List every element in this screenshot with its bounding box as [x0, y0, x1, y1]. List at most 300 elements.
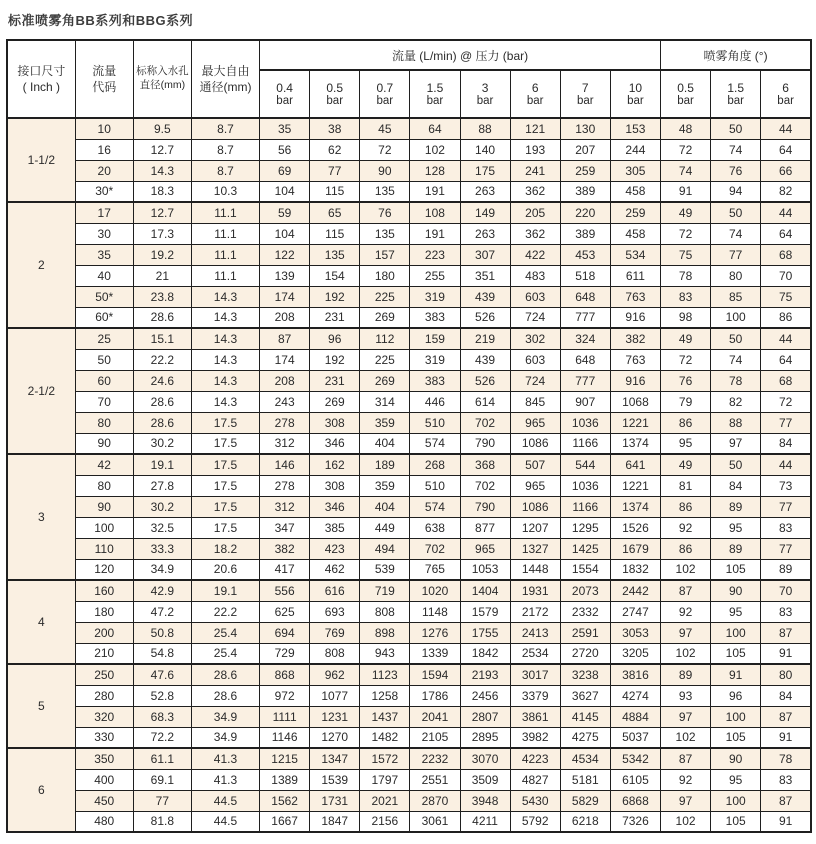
table-cell: 1339	[410, 643, 460, 664]
table-cell: 2232	[410, 748, 460, 769]
table-cell: 41.3	[191, 769, 259, 790]
table-cell: 2534	[510, 643, 560, 664]
header-passage-line1: 最大自由	[201, 63, 250, 78]
table-cell: 70	[761, 580, 811, 601]
table-cell: 87	[761, 706, 811, 727]
table-cell: 72	[661, 223, 711, 244]
table-row	[7, 307, 811, 328]
table-cell: 3061	[410, 811, 460, 832]
table-cell: 77	[711, 244, 761, 265]
table-cell: 76	[360, 202, 410, 223]
table-cell: 54.8	[133, 643, 191, 664]
table-cell: 446	[410, 391, 460, 412]
table-cell: 68	[761, 370, 811, 391]
table-cell: 269	[310, 391, 360, 412]
table-row	[7, 727, 811, 748]
table-cell: 88	[460, 118, 510, 139]
table-cell: 74	[661, 160, 711, 181]
table-cell: 362	[510, 181, 560, 202]
table-cell: 70	[75, 391, 133, 412]
table-cell: 1374	[610, 496, 660, 517]
table-cell: 208	[260, 370, 310, 391]
table-cell: 154	[310, 265, 360, 286]
table-cell: 157	[360, 244, 410, 265]
table-cell: 382	[260, 538, 310, 559]
table-cell: 56	[260, 139, 310, 160]
table-cell: 64	[410, 118, 460, 139]
size-cell: 2	[7, 202, 75, 328]
table-cell: 73	[761, 475, 811, 496]
pressure-unit: bar	[677, 95, 694, 107]
table-cell: 1539	[310, 769, 360, 790]
table-cell: 1111	[260, 706, 310, 727]
table-cell: 92	[661, 517, 711, 538]
table-cell: 3379	[510, 685, 560, 706]
table-cell: 724	[510, 370, 560, 391]
table-cell: 526	[460, 370, 510, 391]
table-cell: 3948	[460, 790, 510, 811]
table-cell: 962	[310, 664, 360, 685]
table-cell: 729	[260, 643, 310, 664]
table-cell: 17.3	[133, 223, 191, 244]
table-cell: 50	[75, 349, 133, 370]
table-cell: 6218	[560, 811, 610, 832]
table-row	[7, 370, 811, 391]
table-cell: 97	[661, 790, 711, 811]
pressure-value: 0.5	[677, 81, 694, 95]
table-cell: 1036	[560, 475, 610, 496]
table-cell: 763	[610, 286, 660, 307]
table-cell: 59	[260, 202, 310, 223]
table-cell: 207	[560, 139, 610, 160]
table-cell: 44	[761, 328, 811, 349]
table-cell: 1554	[560, 559, 610, 580]
table-cell: 44	[761, 118, 811, 139]
table-cell: 93	[661, 685, 711, 706]
table-cell: 702	[410, 538, 460, 559]
table-cell: 130	[560, 118, 610, 139]
table-cell: 149	[460, 202, 510, 223]
table-cell: 346	[310, 496, 360, 517]
table-cell: 614	[460, 391, 510, 412]
table-cell: 11.1	[191, 202, 259, 223]
table-cell: 259	[560, 160, 610, 181]
table-cell: 1295	[560, 517, 610, 538]
pressure-unit: bar	[777, 95, 794, 107]
size-cell: 4	[7, 580, 75, 664]
table-cell: 69	[260, 160, 310, 181]
table-row	[7, 349, 811, 370]
pressure-value: 6	[782, 81, 789, 95]
table-cell: 87	[661, 748, 711, 769]
table-cell: 87	[761, 622, 811, 643]
table-cell: 539	[360, 559, 410, 580]
table-cell: 1572	[360, 748, 410, 769]
table-cell: 135	[310, 244, 360, 265]
table-cell: 494	[360, 538, 410, 559]
table-cell: 122	[260, 244, 310, 265]
table-cell: 383	[410, 307, 460, 328]
table-cell: 49	[661, 202, 711, 223]
table-cell: 1270	[310, 727, 360, 748]
table-cell: 17.5	[191, 496, 259, 517]
table-cell: 244	[610, 139, 660, 160]
table-cell: 88	[711, 412, 761, 433]
table-cell: 49	[661, 454, 711, 475]
header-angle-group: 喷雾角度 (°)	[661, 40, 811, 70]
table-row	[7, 454, 811, 475]
table-cell: 1374	[610, 433, 660, 454]
table-cell: 648	[560, 286, 610, 307]
table-cell: 220	[560, 202, 610, 223]
table-cell: 97	[661, 622, 711, 643]
table-cell: 845	[510, 391, 560, 412]
table-cell: 74	[711, 139, 761, 160]
table-cell: 965	[510, 475, 560, 496]
table-cell: 10	[75, 118, 133, 139]
table-cell: 42.9	[133, 580, 191, 601]
table-cell: 75	[661, 244, 711, 265]
table-cell: 534	[610, 244, 660, 265]
pressure-unit: bar	[426, 95, 444, 107]
header-flow-code	[75, 40, 133, 118]
table-row	[7, 202, 811, 223]
table-cell: 90	[360, 160, 410, 181]
table-cell: 35	[75, 244, 133, 265]
table-row	[7, 328, 811, 349]
table-cell: 898	[360, 622, 410, 643]
table-cell: 28.6	[133, 391, 191, 412]
table-cell: 1437	[360, 706, 410, 727]
table-cell: 808	[360, 601, 410, 622]
table-cell: 50	[711, 328, 761, 349]
table-cell: 5037	[610, 727, 660, 748]
table-cell: 2551	[410, 769, 460, 790]
table-cell: 90	[711, 748, 761, 769]
table-row	[7, 286, 811, 307]
table-cell: 507	[510, 454, 560, 475]
table-cell: 28.6	[191, 685, 259, 706]
pressure-unit: bar	[276, 95, 293, 107]
table-cell: 44	[761, 454, 811, 475]
table-cell: 192	[310, 349, 360, 370]
table-cell: 574	[410, 433, 460, 454]
table-cell: 3627	[560, 685, 610, 706]
table-cell: 312	[260, 433, 310, 454]
table-cell: 115	[310, 181, 360, 202]
table-cell: 115	[310, 223, 360, 244]
table-cell: 89	[711, 496, 761, 517]
table-cell: 189	[360, 454, 410, 475]
table-cell: 278	[260, 475, 310, 496]
table-row	[7, 223, 811, 244]
table-cell: 1221	[610, 412, 660, 433]
table-cell: 19.1	[191, 580, 259, 601]
table-row	[7, 244, 811, 265]
table-cell: 34.9	[133, 559, 191, 580]
table-cell: 42	[75, 454, 133, 475]
table-cell: 48	[661, 118, 711, 139]
table-cell: 808	[310, 643, 360, 664]
table-cell: 314	[360, 391, 410, 412]
table-cell: 4223	[510, 748, 560, 769]
table-cell: 263	[460, 223, 510, 244]
table-cell: 77	[133, 790, 191, 811]
table-cell: 15.1	[133, 328, 191, 349]
table-cell: 78	[711, 370, 761, 391]
table-cell: 98	[661, 307, 711, 328]
header-free-passage	[191, 40, 259, 118]
table-cell: 87	[661, 580, 711, 601]
table-cell: 625	[260, 601, 310, 622]
table-cell: 1404	[460, 580, 510, 601]
table-cell: 3982	[510, 727, 560, 748]
table-cell: 1148	[410, 601, 460, 622]
table-cell: 1146	[260, 727, 310, 748]
table-cell: 2413	[510, 622, 560, 643]
table-cell: 64	[761, 349, 811, 370]
table-cell: 139	[260, 265, 310, 286]
table-row	[7, 643, 811, 664]
table-cell: 91	[761, 727, 811, 748]
table-cell: 91	[661, 181, 711, 202]
table-cell: 45	[360, 118, 410, 139]
table-cell: 47.2	[133, 601, 191, 622]
table-cell: 24.6	[133, 370, 191, 391]
header-pressure-1.5bar	[410, 70, 460, 118]
table-cell: 2870	[410, 790, 460, 811]
size-cell: 1-1/2	[7, 118, 75, 202]
table-cell: 241	[510, 160, 560, 181]
table-cell: 268	[410, 454, 460, 475]
table-cell: 96	[711, 685, 761, 706]
table-cell: 2895	[460, 727, 510, 748]
table-cell: 95	[661, 433, 711, 454]
table-cell: 79	[661, 391, 711, 412]
table-cell: 483	[510, 265, 560, 286]
table-cell: 180	[360, 265, 410, 286]
table-cell: 319	[410, 349, 460, 370]
table-cell: 30.2	[133, 433, 191, 454]
table-cell: 20.6	[191, 559, 259, 580]
header-passage-line2: 通径(mm)	[199, 80, 252, 94]
table-cell: 8.7	[191, 118, 259, 139]
table-header	[7, 40, 811, 118]
table-cell: 439	[460, 286, 510, 307]
table-cell: 12.7	[133, 202, 191, 223]
table-cell: 4275	[560, 727, 610, 748]
table-cell: 97	[711, 433, 761, 454]
pressure-unit: bar	[326, 95, 344, 107]
table-cell: 417	[260, 559, 310, 580]
table-cell: 603	[510, 286, 560, 307]
table-cell: 84	[761, 433, 811, 454]
table-cell: 5792	[510, 811, 560, 832]
table-cell: 1797	[360, 769, 410, 790]
table-cell: 382	[610, 328, 660, 349]
table-cell: 3017	[510, 664, 560, 685]
table-cell: 702	[460, 475, 510, 496]
table-cell: 2156	[360, 811, 410, 832]
table-cell: 302	[510, 328, 560, 349]
table-cell: 84	[761, 685, 811, 706]
table-cell: 80	[711, 265, 761, 286]
table-cell: 21	[133, 265, 191, 286]
table-cell: 82	[711, 391, 761, 412]
table-cell: 14.3	[191, 349, 259, 370]
size-cell: 2-1/2	[7, 328, 75, 454]
table-cell: 769	[310, 622, 360, 643]
pressure-unit: bar	[526, 95, 544, 107]
table-cell: 7326	[610, 811, 660, 832]
table-cell: 1425	[560, 538, 610, 559]
table-cell: 77	[310, 160, 360, 181]
pressure-value: 6	[531, 81, 539, 95]
table-cell: 72.2	[133, 727, 191, 748]
table-cell: 90	[711, 580, 761, 601]
table-cell: 102	[410, 139, 460, 160]
table-cell: 191	[410, 181, 460, 202]
table-cell: 4884	[610, 706, 660, 727]
table-cell: 702	[460, 412, 510, 433]
table-cell: 422	[510, 244, 560, 265]
table-cell: 2193	[460, 664, 510, 685]
size-cell: 3	[7, 454, 75, 580]
table-row	[7, 538, 811, 559]
table-cell: 351	[460, 265, 510, 286]
table-cell: 208	[260, 307, 310, 328]
table-cell: 81	[661, 475, 711, 496]
table-cell: 641	[610, 454, 660, 475]
table-cell: 44	[761, 202, 811, 223]
table-cell: 22.2	[191, 601, 259, 622]
header-flow-code-line2: 代码	[92, 80, 117, 94]
table-cell: 2041	[410, 706, 460, 727]
table-row	[7, 160, 811, 181]
table-cell: 66	[761, 160, 811, 181]
header-inlet-line1: 标称入水孔	[136, 65, 189, 78]
table-cell: 1731	[310, 790, 360, 811]
table-row	[7, 685, 811, 706]
table-cell: 62	[310, 139, 360, 160]
table-cell: 72	[661, 139, 711, 160]
table-cell: 972	[260, 685, 310, 706]
table-cell: 2105	[410, 727, 460, 748]
table-cell: 346	[310, 433, 360, 454]
table-cell: 110	[75, 538, 133, 559]
table-cell: 8.7	[191, 160, 259, 181]
table-cell: 97	[661, 706, 711, 727]
table-cell: 20	[75, 160, 133, 181]
table-cell: 47.6	[133, 664, 191, 685]
table-cell: 34.9	[191, 727, 259, 748]
table-cell: 231	[310, 307, 360, 328]
table-cell: 162	[310, 454, 360, 475]
table-cell: 1068	[610, 391, 660, 412]
table-cell: 91	[761, 811, 811, 832]
table-cell: 94	[711, 181, 761, 202]
table-cell: 27.8	[133, 475, 191, 496]
table-cell: 100	[75, 517, 133, 538]
table-cell: 765	[410, 559, 460, 580]
table-cell: 11.1	[191, 223, 259, 244]
table-cell: 3861	[510, 706, 560, 727]
table-cell: 225	[360, 349, 410, 370]
table-cell: 362	[510, 223, 560, 244]
table-cell: 100	[711, 790, 761, 811]
table-cell: 2720	[560, 643, 610, 664]
table-cell: 3816	[610, 664, 660, 685]
table-cell: 52.8	[133, 685, 191, 706]
table-cell: 65	[310, 202, 360, 223]
table-cell: 263	[460, 181, 510, 202]
table-row	[7, 664, 811, 685]
table-cell: 11.1	[191, 265, 259, 286]
table-cell: 308	[310, 412, 360, 433]
table-cell: 86	[661, 538, 711, 559]
pressure-unit: bar	[576, 95, 594, 107]
table-cell: 223	[410, 244, 460, 265]
table-cell: 19.1	[133, 454, 191, 475]
table-cell: 17.5	[191, 475, 259, 496]
table-cell: 210	[75, 643, 133, 664]
table-cell: 462	[310, 559, 360, 580]
table-cell: 135	[360, 223, 410, 244]
table-cell: 49	[661, 328, 711, 349]
header-pressure-0.4bar	[260, 70, 310, 118]
table-cell: 18.2	[191, 538, 259, 559]
table-cell: 225	[360, 286, 410, 307]
header-inlet-diameter	[133, 40, 191, 118]
table-cell: 102	[661, 559, 711, 580]
table-cell: 18.3	[133, 181, 191, 202]
table-cell: 1258	[360, 685, 410, 706]
header-size-line2: ( Inch )	[22, 80, 60, 94]
table-cell: 128	[410, 160, 460, 181]
table-cell: 83	[661, 286, 711, 307]
table-cell: 28.6	[133, 412, 191, 433]
table-cell: 86	[661, 412, 711, 433]
table-cell: 3238	[560, 664, 610, 685]
table-cell: 120	[75, 559, 133, 580]
table-cell: 1842	[460, 643, 510, 664]
pressure-value: 0.7	[376, 81, 394, 95]
table-cell: 1036	[560, 412, 610, 433]
table-cell: 77	[761, 538, 811, 559]
table-cell: 87	[761, 790, 811, 811]
header-pressure-0.7bar	[360, 70, 410, 118]
table-cell: 38	[310, 118, 360, 139]
table-cell: 1327	[510, 538, 560, 559]
table-cell: 28.6	[191, 664, 259, 685]
table-cell: 877	[460, 517, 510, 538]
table-cell: 359	[360, 475, 410, 496]
table-cell: 50	[711, 454, 761, 475]
table-row	[7, 517, 811, 538]
table-row	[7, 433, 811, 454]
table-cell: 1847	[310, 811, 360, 832]
table-cell: 603	[510, 349, 560, 370]
table-cell: 191	[410, 223, 460, 244]
table-cell: 250	[75, 664, 133, 685]
table-cell: 965	[510, 412, 560, 433]
table-cell: 72	[661, 349, 711, 370]
table-cell: 458	[610, 223, 660, 244]
header-size	[7, 40, 75, 118]
table-cell: 70	[761, 265, 811, 286]
table-cell: 83	[761, 517, 811, 538]
table-cell: 17.5	[191, 412, 259, 433]
